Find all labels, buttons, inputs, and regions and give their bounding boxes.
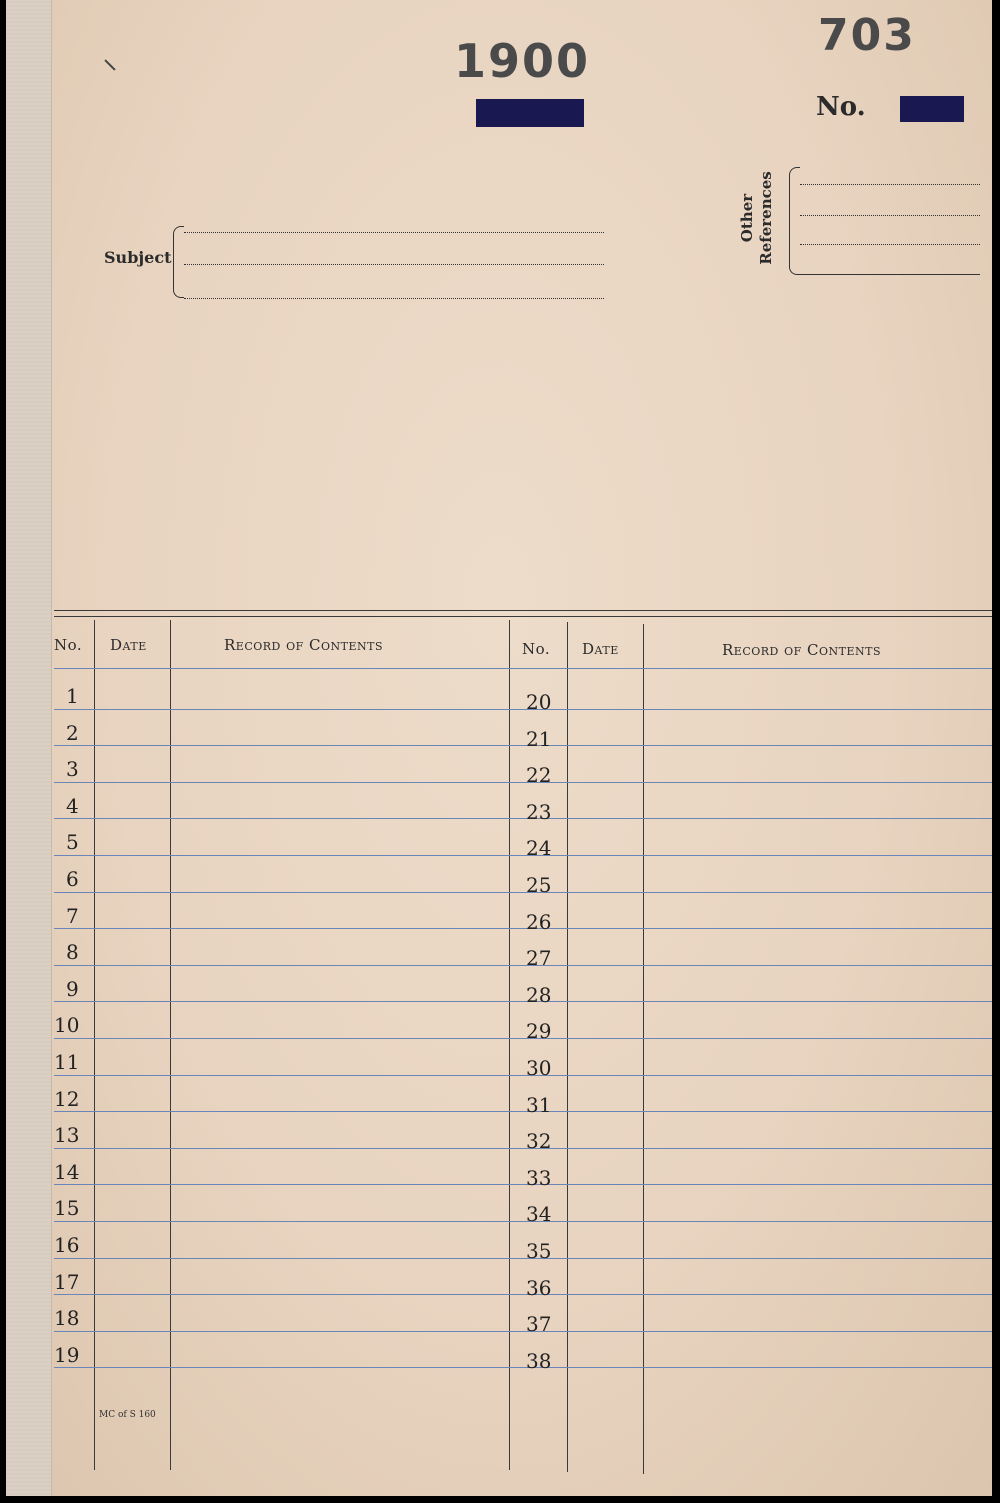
table-row (54, 1367, 992, 1368)
redaction-bar-year (476, 99, 584, 127)
subject-brace (173, 226, 184, 298)
right-row-number: 33 (526, 1165, 552, 1190)
right-row-number: 30 (526, 1056, 552, 1080)
other-references-label (738, 168, 776, 268)
table-row (54, 818, 992, 819)
table-top-rule-1 (54, 610, 992, 611)
left-row-number: 10 (54, 1013, 80, 1038)
left-row-number: 15 (54, 1196, 80, 1221)
table-row (54, 1038, 992, 1039)
other-references-label-line2: References (757, 171, 775, 265)
left-no-column-rule (94, 620, 95, 1470)
file-cover-sheet (6, 0, 992, 1496)
left-row-number: 5 (66, 830, 79, 855)
right-row-number: 26 (526, 909, 552, 934)
table-row (54, 1258, 992, 1259)
year-stamp: 1900 (454, 34, 591, 88)
left-row-number: 4 (66, 793, 79, 818)
subject-line-3[interactable] (184, 298, 604, 299)
right-row-number: 27 (526, 946, 552, 971)
reference-line-4 (800, 274, 980, 275)
left-row-number: 2 (66, 720, 79, 745)
center-divider-rule (509, 620, 510, 1470)
left-row-number: 19 (54, 1342, 80, 1367)
left-date-column-rule (170, 620, 171, 1470)
pencil-mark (104, 59, 115, 70)
left-row-number: 6 (66, 867, 79, 891)
left-row-number: 8 (66, 940, 79, 965)
right-row-number: 31 (526, 1092, 552, 1117)
table-row (54, 1221, 992, 1222)
right-header-record: Record of Contents (722, 641, 882, 659)
table-row (54, 1111, 992, 1112)
right-row-number: 34 (526, 1202, 552, 1227)
table-row (54, 1331, 992, 1332)
table-row (54, 928, 992, 929)
table-row (54, 1075, 992, 1076)
table-row (54, 1001, 992, 1002)
right-row-number: 29 (526, 1019, 552, 1044)
right-row-number: 37 (526, 1312, 552, 1337)
reference-line-1[interactable] (800, 184, 980, 185)
left-row-number: 1 (66, 684, 79, 708)
table-row (54, 709, 992, 710)
left-row-number: 13 (54, 1123, 80, 1148)
printer-code: MC of S 160 (99, 1410, 156, 1420)
right-row-number: 20 (526, 690, 552, 714)
right-row-number: 36 (526, 1275, 552, 1300)
right-row-number: 28 (526, 982, 552, 1007)
left-row-number: 17 (54, 1269, 80, 1294)
left-header-date: Date (110, 636, 147, 654)
header-bottom-rule (54, 668, 992, 669)
left-row-number: 9 (66, 976, 79, 1001)
table-top-rule-2 (54, 616, 992, 617)
right-row-number: 32 (526, 1129, 552, 1154)
number-label: No. (816, 92, 866, 122)
table-row (54, 782, 992, 783)
table-row (54, 1294, 992, 1295)
right-no-column-rule (567, 622, 568, 1472)
right-row-number: 23 (526, 799, 552, 824)
reference-line-3[interactable] (800, 244, 980, 245)
left-row-number: 3 (66, 757, 79, 782)
right-header-date: Date (582, 640, 619, 658)
right-row-number: 25 (526, 873, 552, 897)
left-row-number: 12 (54, 1086, 80, 1111)
subject-line-2[interactable] (184, 264, 604, 265)
right-row-number: 38 (526, 1348, 552, 1373)
left-row-number: 11 (54, 1050, 80, 1074)
references-brace (789, 167, 800, 275)
table-row (54, 892, 992, 893)
file-number-stamp: 703 (818, 10, 916, 61)
right-row-number: 22 (526, 763, 552, 788)
subject-label: Subject (104, 248, 172, 267)
right-header-no: No. (522, 640, 551, 658)
subject-line-1[interactable] (184, 232, 604, 233)
other-references-label-line1: Other (738, 193, 756, 243)
right-row-number: 35 (526, 1239, 552, 1263)
left-row-number: 18 (54, 1306, 80, 1331)
reference-line-2[interactable] (800, 215, 980, 216)
right-row-number: 24 (526, 836, 552, 861)
right-date-column-rule (643, 624, 644, 1474)
table-row (54, 1148, 992, 1149)
left-row-number: 16 (54, 1233, 80, 1257)
left-header-record: Record of Contents (224, 636, 384, 654)
left-header-no: No. (54, 636, 83, 654)
right-row-number: 21 (526, 726, 552, 751)
table-row (54, 855, 992, 856)
binding-spine (6, 0, 52, 1496)
table-row (54, 1184, 992, 1185)
redaction-bar-number (900, 96, 964, 122)
left-row-number: 7 (66, 903, 79, 928)
table-row (54, 965, 992, 966)
table-row (54, 745, 992, 746)
left-row-number: 14 (54, 1159, 80, 1184)
